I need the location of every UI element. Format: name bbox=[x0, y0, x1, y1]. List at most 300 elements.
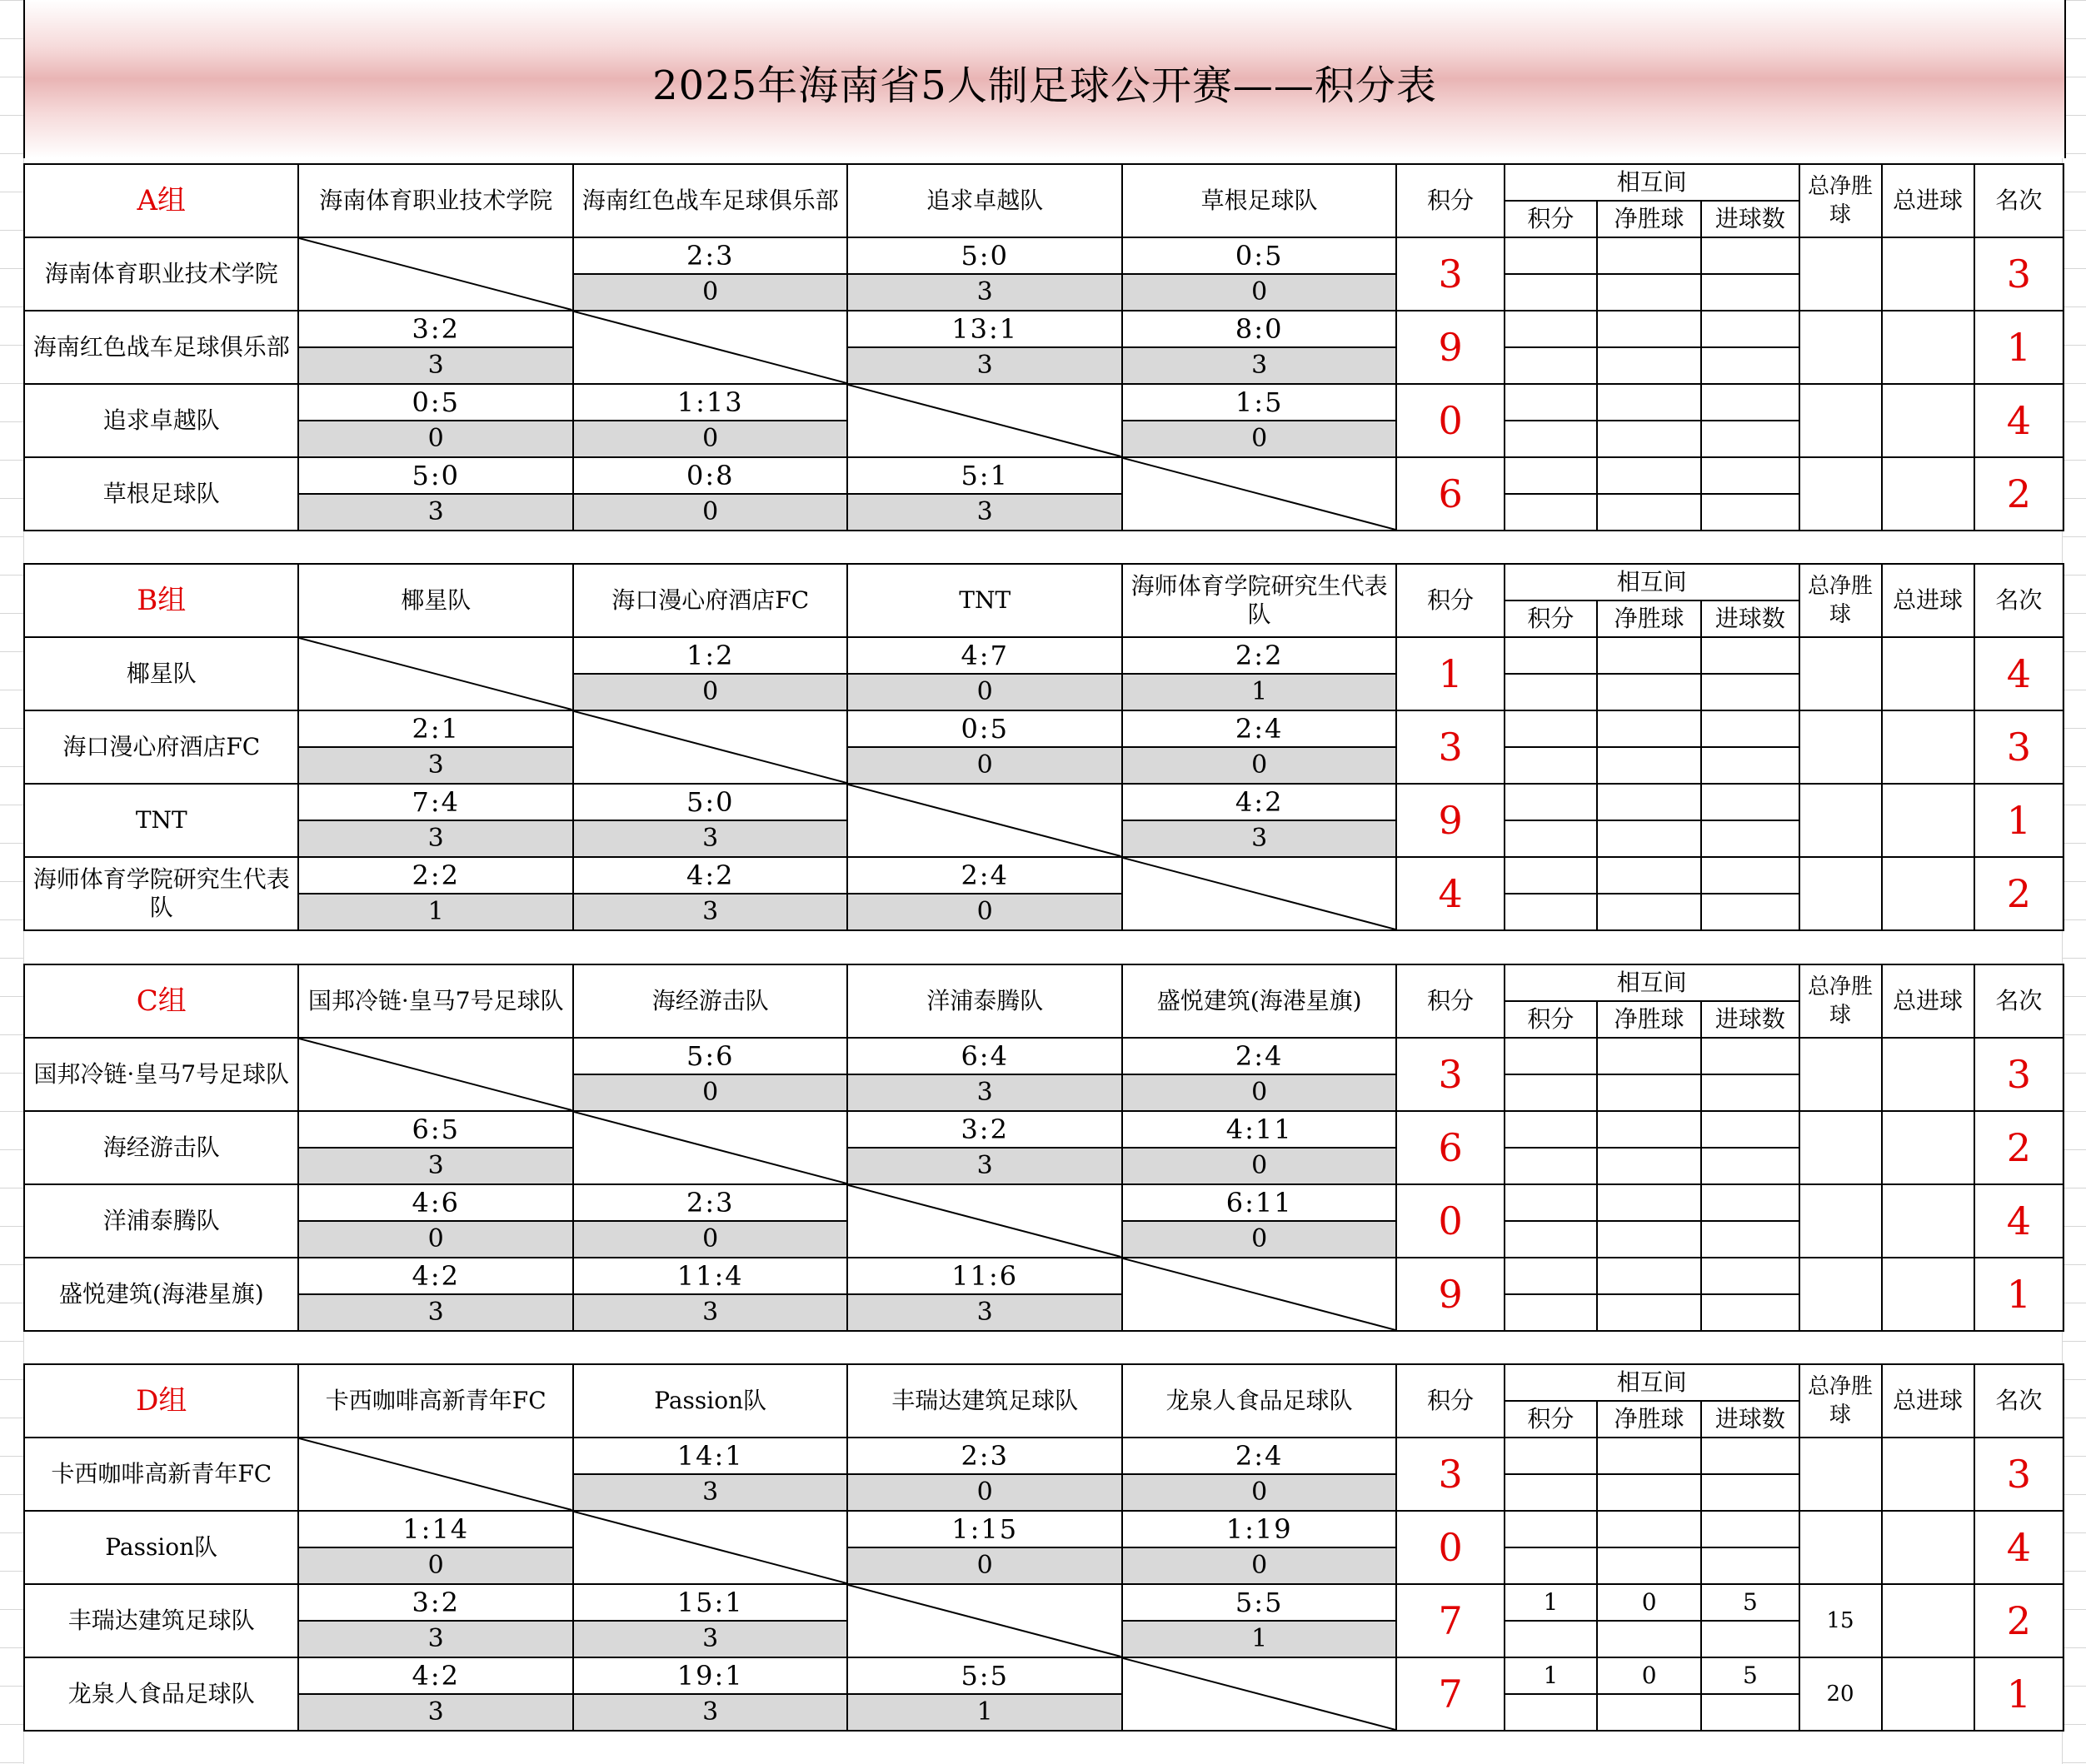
match-points: 0 bbox=[847, 1474, 1121, 1511]
mutual-points-value bbox=[1505, 857, 1597, 894]
mutual-points-blank bbox=[1505, 1474, 1597, 1511]
diagonal-cell bbox=[847, 1184, 1121, 1258]
mutual-goal-diff-value bbox=[1597, 784, 1701, 820]
diagonal-cell bbox=[298, 1038, 572, 1111]
match-points: 0 bbox=[1122, 1474, 1396, 1511]
match-points: 3 bbox=[573, 1621, 847, 1657]
mutual-goals-value bbox=[1701, 784, 1799, 820]
mutual-points-value bbox=[1505, 1184, 1597, 1221]
match-score: 1:13 bbox=[573, 384, 847, 421]
group-table bbox=[23, 563, 2064, 931]
column-team-name: 草根足球队 bbox=[1122, 164, 1396, 237]
diagonal-cell bbox=[298, 237, 572, 311]
mutual-goal-diff-value bbox=[1597, 237, 1701, 274]
mutual-goal-diff-blank bbox=[1597, 747, 1701, 784]
mutual-goal-diff-value bbox=[1597, 311, 1701, 347]
mutual-goal-diff-blank bbox=[1597, 1221, 1701, 1258]
match-points: 3 bbox=[298, 1621, 572, 1657]
mutual-goals-value bbox=[1701, 1511, 1799, 1547]
team-rank: 1 bbox=[1974, 311, 2064, 384]
match-points: 0 bbox=[847, 674, 1121, 710]
mutual-goals-blank bbox=[1701, 1294, 1799, 1331]
mutual-points-value bbox=[1505, 1111, 1597, 1148]
column-team-name: 洋浦泰腾队 bbox=[847, 964, 1121, 1038]
row-team-name: 海师体育学院研究生代表队 bbox=[24, 857, 298, 930]
column-team-name: 海师体育学院研究生代表队 bbox=[1122, 564, 1396, 637]
team-rank: 1 bbox=[1974, 784, 2064, 857]
mutual-header: 相互间 bbox=[1505, 964, 1799, 1001]
row-team-name: 海口漫心府酒店FC bbox=[24, 710, 298, 784]
diagonal-cell bbox=[298, 637, 572, 710]
column-team-name: 丰瑞达建筑足球队 bbox=[847, 1364, 1121, 1438]
match-points: 0 bbox=[573, 674, 847, 710]
mutual-goal-diff-blank bbox=[1597, 1694, 1701, 1731]
match-score: 0:5 bbox=[847, 710, 1121, 747]
mutual-goal-diff-value bbox=[1597, 710, 1701, 747]
match-points: 0 bbox=[573, 1074, 847, 1111]
total-goal-diff-value bbox=[1799, 1038, 1882, 1111]
match-score: 4:6 bbox=[298, 1184, 572, 1221]
rank-header: 名次 bbox=[1974, 1364, 2064, 1438]
total-goal-diff-value bbox=[1799, 857, 1882, 930]
mutual-points-value bbox=[1505, 637, 1597, 674]
match-score: 2:1 bbox=[298, 710, 572, 747]
match-points: 3 bbox=[1122, 820, 1396, 857]
mutual-points-value bbox=[1505, 1511, 1597, 1547]
column-team-name: 卡西咖啡高新青年FC bbox=[298, 1364, 572, 1438]
group-table bbox=[23, 163, 2064, 531]
diagonal-line bbox=[1123, 858, 1395, 929]
match-score: 19:1 bbox=[573, 1657, 847, 1694]
team-total-points: 7 bbox=[1396, 1657, 1504, 1731]
match-score: 4:2 bbox=[298, 1657, 572, 1694]
total-goals-header: 总进球 bbox=[1882, 564, 1974, 637]
team-rank: 2 bbox=[1974, 1584, 2064, 1657]
title-banner bbox=[23, 0, 2066, 158]
match-score: 4:2 bbox=[298, 1258, 572, 1294]
points-header: 积分 bbox=[1396, 564, 1504, 637]
team-total-points: 4 bbox=[1396, 857, 1504, 930]
mutual-points-blank bbox=[1505, 1294, 1597, 1331]
total-goal-diff-value bbox=[1799, 1111, 1882, 1184]
column-team-name: 海口漫心府酒店FC bbox=[573, 564, 847, 637]
row-team-name: 盛悦建筑(海港星旗) bbox=[24, 1258, 298, 1331]
mutual-goal-diff-blank bbox=[1597, 1621, 1701, 1657]
mutual-goal-diff-header: 净胜球 bbox=[1597, 201, 1701, 237]
mutual-goal-diff-value bbox=[1597, 1111, 1701, 1148]
match-score: 1:2 bbox=[573, 637, 847, 674]
match-score: 2:3 bbox=[573, 237, 847, 274]
team-total-points: 0 bbox=[1396, 1184, 1504, 1258]
total-goals-value bbox=[1882, 857, 1974, 930]
column-team-name: 海南红色战车足球俱乐部 bbox=[573, 164, 847, 237]
mutual-goals-value bbox=[1701, 384, 1799, 421]
mutual-goals-blank bbox=[1701, 1547, 1799, 1584]
group-name: B组 bbox=[24, 564, 298, 637]
match-score: 5:6 bbox=[573, 1038, 847, 1074]
match-points: 3 bbox=[298, 494, 572, 531]
row-team-name: Passion队 bbox=[24, 1511, 298, 1584]
mutual-goals-header: 进球数 bbox=[1701, 600, 1799, 637]
diagonal-line bbox=[848, 1185, 1120, 1257]
mutual-header: 相互间 bbox=[1505, 1364, 1799, 1401]
sheet-grid-right bbox=[2062, 0, 2086, 1764]
mutual-points-value: 1 bbox=[1505, 1657, 1597, 1694]
match-score: 0:5 bbox=[298, 384, 572, 421]
mutual-goal-diff-value: 0 bbox=[1597, 1584, 1701, 1621]
mutual-points-value bbox=[1505, 1438, 1597, 1474]
match-points: 3 bbox=[298, 1694, 572, 1731]
total-goals-value bbox=[1882, 1111, 1974, 1184]
match-points: 0 bbox=[573, 1221, 847, 1258]
match-score: 4:2 bbox=[1122, 784, 1396, 820]
mutual-goal-diff-blank bbox=[1597, 1074, 1701, 1111]
mutual-goal-diff-header: 净胜球 bbox=[1597, 600, 1701, 637]
mutual-points-header: 积分 bbox=[1505, 600, 1597, 637]
total-goals-value bbox=[1882, 637, 1974, 710]
mutual-points-blank bbox=[1505, 674, 1597, 710]
mutual-goal-diff-blank bbox=[1597, 1547, 1701, 1584]
row-team-name: 海南红色战车足球俱乐部 bbox=[24, 311, 298, 384]
team-total-points: 6 bbox=[1396, 457, 1504, 531]
diagonal-cell bbox=[847, 1584, 1121, 1657]
match-score: 2:4 bbox=[1122, 1438, 1396, 1474]
team-rank: 2 bbox=[1974, 1111, 2064, 1184]
total-goals-header: 总进球 bbox=[1882, 964, 1974, 1038]
team-rank: 1 bbox=[1974, 1258, 2064, 1331]
mutual-points-blank bbox=[1505, 1074, 1597, 1111]
match-score: 2:2 bbox=[1122, 637, 1396, 674]
match-score: 2:4 bbox=[1122, 1038, 1396, 1074]
mutual-goal-diff-blank bbox=[1597, 894, 1701, 930]
match-score: 2:3 bbox=[573, 1184, 847, 1221]
team-rank: 3 bbox=[1974, 1038, 2064, 1111]
diagonal-cell bbox=[573, 1511, 847, 1584]
diagonal-cell bbox=[573, 710, 847, 784]
team-rank: 3 bbox=[1974, 237, 2064, 311]
mutual-points-value: 1 bbox=[1505, 1584, 1597, 1621]
diagonal-line bbox=[848, 385, 1120, 456]
mutual-header: 相互间 bbox=[1505, 564, 1799, 600]
match-score: 2:4 bbox=[847, 857, 1121, 894]
team-rank: 2 bbox=[1974, 457, 2064, 531]
match-points: 0 bbox=[573, 421, 847, 457]
group-name: A组 bbox=[24, 164, 298, 237]
match-score: 15:1 bbox=[573, 1584, 847, 1621]
match-score: 4:7 bbox=[847, 637, 1121, 674]
mutual-goal-diff-value bbox=[1597, 384, 1701, 421]
row-team-name: 椰星队 bbox=[24, 637, 298, 710]
mutual-goals-value bbox=[1701, 237, 1799, 274]
total-goals-value bbox=[1882, 1511, 1974, 1584]
match-score: 1:14 bbox=[298, 1511, 572, 1547]
mutual-goal-diff-blank bbox=[1597, 274, 1701, 311]
match-points: 3 bbox=[298, 347, 572, 384]
mutual-points-header: 积分 bbox=[1505, 1001, 1597, 1038]
row-team-name: 国邦冷链·皇马7号足球队 bbox=[24, 1038, 298, 1111]
column-team-name: 盛悦建筑(海港星旗) bbox=[1122, 964, 1396, 1038]
diagonal-line bbox=[1123, 458, 1395, 530]
mutual-goals-value bbox=[1701, 1438, 1799, 1474]
match-score: 5:0 bbox=[298, 457, 572, 494]
match-points: 0 bbox=[298, 421, 572, 457]
diagonal-line bbox=[574, 1112, 846, 1183]
team-total-points: 3 bbox=[1396, 710, 1504, 784]
match-score: 4:11 bbox=[1122, 1111, 1396, 1148]
mutual-goals-blank bbox=[1701, 747, 1799, 784]
total-goals-value bbox=[1882, 1184, 1974, 1258]
mutual-goal-diff-value bbox=[1597, 1511, 1701, 1547]
mutual-goals-header: 进球数 bbox=[1701, 1401, 1799, 1438]
match-points: 3 bbox=[573, 820, 847, 857]
mutual-goal-diff-value: 0 bbox=[1597, 1657, 1701, 1694]
mutual-goals-value: 5 bbox=[1701, 1584, 1799, 1621]
mutual-goals-blank bbox=[1701, 347, 1799, 384]
mutual-points-value bbox=[1505, 784, 1597, 820]
match-points: 0 bbox=[1122, 1148, 1396, 1184]
mutual-points-blank bbox=[1505, 1694, 1597, 1731]
match-points: 3 bbox=[847, 1148, 1121, 1184]
total-goals-value bbox=[1882, 710, 1974, 784]
mutual-goals-value bbox=[1701, 1111, 1799, 1148]
match-points: 0 bbox=[847, 747, 1121, 784]
points-header: 积分 bbox=[1396, 1364, 1504, 1438]
team-total-points: 0 bbox=[1396, 384, 1504, 457]
diagonal-cell bbox=[847, 384, 1121, 457]
match-score: 3:2 bbox=[847, 1111, 1121, 1148]
mutual-goal-diff-blank bbox=[1597, 494, 1701, 531]
match-score: 8:0 bbox=[1122, 311, 1396, 347]
match-score: 5:0 bbox=[573, 784, 847, 820]
row-team-name: 洋浦泰腾队 bbox=[24, 1184, 298, 1258]
match-points: 0 bbox=[1122, 1074, 1396, 1111]
match-score: 11:6 bbox=[847, 1258, 1121, 1294]
mutual-goal-diff-value bbox=[1597, 1038, 1701, 1074]
team-rank: 3 bbox=[1974, 1438, 2064, 1511]
match-score: 3:2 bbox=[298, 311, 572, 347]
mutual-goals-blank bbox=[1701, 274, 1799, 311]
mutual-goal-diff-blank bbox=[1597, 421, 1701, 457]
match-points: 1 bbox=[1122, 674, 1396, 710]
mutual-goal-diff-value bbox=[1597, 1258, 1701, 1294]
total-goal-diff-value: 15 bbox=[1799, 1584, 1882, 1657]
match-points: 3 bbox=[573, 1294, 847, 1331]
match-points: 0 bbox=[1122, 274, 1396, 311]
total-goal-diff-value bbox=[1799, 237, 1882, 311]
total-goal-diff-header: 总净胜球 bbox=[1799, 964, 1882, 1038]
team-total-points: 3 bbox=[1396, 1038, 1504, 1111]
mutual-points-blank bbox=[1505, 820, 1597, 857]
total-goal-diff-value bbox=[1799, 637, 1882, 710]
total-goal-diff-value bbox=[1799, 710, 1882, 784]
match-points: 0 bbox=[1122, 1547, 1396, 1584]
team-total-points: 3 bbox=[1396, 237, 1504, 311]
team-rank: 4 bbox=[1974, 637, 2064, 710]
mutual-points-blank bbox=[1505, 747, 1597, 784]
team-total-points: 6 bbox=[1396, 1111, 1504, 1184]
match-points: 3 bbox=[298, 1294, 572, 1331]
total-goal-diff-value bbox=[1799, 1184, 1882, 1258]
match-score: 5:5 bbox=[1122, 1584, 1396, 1621]
match-points: 0 bbox=[847, 1547, 1121, 1584]
mutual-goals-blank bbox=[1701, 894, 1799, 930]
mutual-goals-value bbox=[1701, 311, 1799, 347]
match-points: 3 bbox=[1122, 347, 1396, 384]
team-total-points: 3 bbox=[1396, 1438, 1504, 1511]
mutual-goals-blank bbox=[1701, 421, 1799, 457]
total-goal-diff-header: 总净胜球 bbox=[1799, 1364, 1882, 1438]
diagonal-cell bbox=[1122, 457, 1396, 531]
mutual-goals-blank bbox=[1701, 674, 1799, 710]
group-name: D组 bbox=[24, 1364, 298, 1438]
mutual-points-value bbox=[1505, 1038, 1597, 1074]
match-score: 6:11 bbox=[1122, 1184, 1396, 1221]
team-rank: 2 bbox=[1974, 857, 2064, 930]
row-team-name: 卡西咖啡高新青年FC bbox=[24, 1438, 298, 1511]
total-goal-diff-value: 20 bbox=[1799, 1657, 1882, 1731]
column-team-name: 追求卓越队 bbox=[847, 164, 1121, 237]
total-goal-diff-value bbox=[1799, 311, 1882, 384]
column-team-name: TNT bbox=[847, 564, 1121, 637]
mutual-goal-diff-header: 净胜球 bbox=[1597, 1401, 1701, 1438]
mutual-goals-value bbox=[1701, 1038, 1799, 1074]
match-score: 5:1 bbox=[847, 457, 1121, 494]
mutual-goals-header: 进球数 bbox=[1701, 201, 1799, 237]
match-points: 3 bbox=[298, 747, 572, 784]
match-score: 0:8 bbox=[573, 457, 847, 494]
row-team-name: 龙泉人食品足球队 bbox=[24, 1657, 298, 1731]
diagonal-line bbox=[574, 311, 846, 383]
mutual-goal-diff-value bbox=[1597, 857, 1701, 894]
match-points: 1 bbox=[847, 1694, 1121, 1731]
mutual-points-value bbox=[1505, 710, 1597, 747]
mutual-goal-diff-value bbox=[1597, 637, 1701, 674]
row-team-name: TNT bbox=[24, 784, 298, 857]
column-team-name: 椰星队 bbox=[298, 564, 572, 637]
mutual-goal-diff-value bbox=[1597, 1184, 1701, 1221]
mutual-points-header: 积分 bbox=[1505, 1401, 1597, 1438]
total-goal-diff-value bbox=[1799, 1438, 1882, 1511]
diagonal-cell bbox=[573, 1111, 847, 1184]
match-points: 0 bbox=[1122, 1221, 1396, 1258]
match-score: 1:15 bbox=[847, 1511, 1121, 1547]
row-team-name: 追求卓越队 bbox=[24, 384, 298, 457]
match-score: 1:5 bbox=[1122, 384, 1396, 421]
mutual-points-blank bbox=[1505, 274, 1597, 311]
match-score: 3:2 bbox=[298, 1584, 572, 1621]
column-team-name: 海南体育职业技术学院 bbox=[298, 164, 572, 237]
column-team-name: Passion队 bbox=[573, 1364, 847, 1438]
rank-header: 名次 bbox=[1974, 164, 2064, 237]
mutual-goals-blank bbox=[1701, 820, 1799, 857]
group-table bbox=[23, 1363, 2064, 1732]
mutual-points-blank bbox=[1505, 494, 1597, 531]
match-points: 3 bbox=[298, 1148, 572, 1184]
column-team-name: 国邦冷链·皇马7号足球队 bbox=[298, 964, 572, 1038]
mutual-goals-blank bbox=[1701, 1694, 1799, 1731]
match-score: 0:5 bbox=[1122, 237, 1396, 274]
match-score: 5:0 bbox=[847, 237, 1121, 274]
match-score: 5:5 bbox=[847, 1657, 1121, 1694]
total-goals-value bbox=[1882, 1038, 1974, 1111]
column-team-name: 海经游击队 bbox=[573, 964, 847, 1038]
mutual-points-blank bbox=[1505, 1148, 1597, 1184]
team-rank: 3 bbox=[1974, 710, 2064, 784]
match-points: 3 bbox=[573, 1474, 847, 1511]
mutual-points-value bbox=[1505, 1258, 1597, 1294]
match-score: 2:3 bbox=[847, 1438, 1121, 1474]
mutual-goals-value bbox=[1701, 457, 1799, 494]
total-goals-value bbox=[1882, 311, 1974, 384]
diagonal-line bbox=[848, 1585, 1120, 1657]
match-score: 6:5 bbox=[298, 1111, 572, 1148]
total-goals-value bbox=[1882, 1258, 1974, 1331]
team-total-points: 7 bbox=[1396, 1584, 1504, 1657]
total-goals-value bbox=[1882, 1438, 1974, 1511]
rank-header: 名次 bbox=[1974, 564, 2064, 637]
total-goals-value bbox=[1882, 1584, 1974, 1657]
mutual-goal-diff-blank bbox=[1597, 347, 1701, 384]
team-rank: 4 bbox=[1974, 384, 2064, 457]
diagonal-line bbox=[299, 238, 571, 310]
total-goals-header: 总进球 bbox=[1882, 164, 1974, 237]
mutual-points-blank bbox=[1505, 1621, 1597, 1657]
total-goals-header: 总进球 bbox=[1882, 1364, 1974, 1438]
rank-header: 名次 bbox=[1974, 964, 2064, 1038]
team-total-points: 0 bbox=[1396, 1511, 1504, 1584]
points-header: 积分 bbox=[1396, 164, 1504, 237]
match-points: 3 bbox=[847, 494, 1121, 531]
diagonal-line bbox=[574, 711, 846, 783]
match-score: 6:4 bbox=[847, 1038, 1121, 1074]
team-total-points: 9 bbox=[1396, 311, 1504, 384]
match-points: 3 bbox=[847, 1294, 1121, 1331]
total-goal-diff-value bbox=[1799, 784, 1882, 857]
mutual-points-value bbox=[1505, 311, 1597, 347]
diagonal-cell bbox=[573, 311, 847, 384]
mutual-header: 相互间 bbox=[1505, 164, 1799, 201]
match-score: 11:4 bbox=[573, 1258, 847, 1294]
group-table bbox=[23, 964, 2064, 1332]
match-points: 0 bbox=[573, 274, 847, 311]
match-points: 1 bbox=[298, 894, 572, 930]
diagonal-cell bbox=[1122, 857, 1396, 930]
team-rank: 4 bbox=[1974, 1511, 2064, 1584]
diagonal-cell bbox=[1122, 1657, 1396, 1731]
row-team-name: 海经游击队 bbox=[24, 1111, 298, 1184]
mutual-points-value bbox=[1505, 237, 1597, 274]
diagonal-line bbox=[299, 1039, 571, 1110]
match-points: 0 bbox=[573, 494, 847, 531]
row-team-name: 丰瑞达建筑足球队 bbox=[24, 1584, 298, 1657]
diagonal-line bbox=[1123, 1258, 1395, 1330]
match-score: 1:19 bbox=[1122, 1511, 1396, 1547]
match-points: 0 bbox=[1122, 421, 1396, 457]
total-goal-diff-header: 总净胜球 bbox=[1799, 564, 1882, 637]
match-points: 0 bbox=[847, 894, 1121, 930]
match-points: 3 bbox=[847, 347, 1121, 384]
mutual-points-value bbox=[1505, 457, 1597, 494]
mutual-goals-header: 进球数 bbox=[1701, 1001, 1799, 1038]
mutual-goal-diff-blank bbox=[1597, 820, 1701, 857]
match-points: 0 bbox=[1122, 747, 1396, 784]
diagonal-line bbox=[848, 785, 1120, 856]
match-score: 14:1 bbox=[573, 1438, 847, 1474]
mutual-goal-diff-blank bbox=[1597, 1294, 1701, 1331]
column-team-name: 龙泉人食品足球队 bbox=[1122, 1364, 1396, 1438]
total-goal-diff-header: 总净胜球 bbox=[1799, 164, 1882, 237]
row-team-name: 海南体育职业技术学院 bbox=[24, 237, 298, 311]
